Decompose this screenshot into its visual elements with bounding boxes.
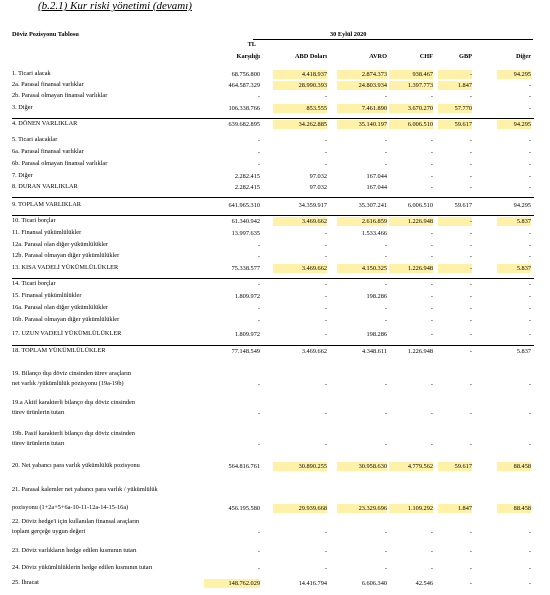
table-row	[0, 147, 550, 157]
value-cell: 5.837	[497, 217, 531, 226]
value-cell: -	[528, 172, 531, 180]
value-cell: -	[324, 380, 327, 388]
table-row	[0, 346, 550, 356]
value-cell: -	[469, 280, 472, 288]
value-cell: -	[324, 160, 327, 168]
value-cell: -	[438, 264, 472, 273]
value-cell: -	[528, 380, 531, 388]
value-cell: -	[430, 252, 433, 260]
column-header-line2: Karşılığı	[236, 53, 260, 60]
value-cell: -	[469, 547, 472, 555]
table-row	[0, 91, 550, 101]
row-label: 2b. Parasal olmayan finansal varlıklar	[12, 92, 108, 99]
value-cell: 7.461.890	[337, 104, 387, 113]
value-cell: 59.617	[438, 462, 472, 471]
value-cell: -	[528, 528, 531, 536]
value-cell: -	[469, 160, 472, 168]
value-cell: 641.965.310	[228, 201, 260, 209]
value-cell: -	[384, 148, 387, 156]
row-label: 16a. Parasal olan diğer yükümlülükler	[12, 304, 109, 311]
value-cell: -	[469, 252, 472, 260]
value-cell: -	[469, 440, 472, 448]
value-cell: 1.397.773	[389, 81, 433, 90]
table-row	[0, 159, 550, 169]
value-cell: -	[469, 136, 472, 144]
value-cell: -	[324, 136, 327, 144]
value-cell: -	[528, 316, 531, 324]
value-cell: 4.418.937	[273, 70, 327, 79]
value-cell: 13.997.635	[231, 229, 260, 237]
value-cell: -	[469, 172, 472, 180]
value-cell: -	[324, 280, 327, 288]
row-label: pozisyonu (1+2a+5+6a-10-11-12a-14-15-16a)	[12, 504, 129, 511]
table-row	[0, 563, 550, 573]
value-cell: -	[469, 528, 472, 536]
table-row	[0, 315, 550, 325]
value-cell: 6.006.510	[389, 120, 433, 129]
value-cell: -	[384, 136, 387, 144]
column-header-line2: GBP	[459, 53, 472, 60]
table-row	[0, 69, 550, 79]
value-cell: 639.682.895	[228, 120, 260, 128]
value-cell: -	[469, 229, 472, 237]
value-cell: 1.809.972	[234, 330, 260, 338]
value-cell: -	[324, 528, 327, 536]
value-cell: -	[430, 241, 433, 249]
value-cell: 1.226.948	[407, 347, 433, 355]
value-cell: 57.770	[438, 104, 472, 113]
value-cell: -	[324, 292, 327, 300]
value-cell: -	[430, 547, 433, 555]
section-heading: (b.2.1) Kur riski yönetimi (devamı)	[38, 0, 192, 12]
value-cell: -	[324, 304, 327, 312]
value-cell: -	[257, 252, 260, 260]
table-row	[0, 303, 550, 313]
value-cell: -	[528, 304, 531, 312]
value-cell: -	[324, 440, 327, 448]
value-cell: -	[384, 304, 387, 312]
value-cell: -	[528, 579, 531, 587]
value-cell: 2.282.415	[234, 183, 260, 191]
value-cell: -	[430, 330, 433, 338]
value-cell: 75.338.577	[231, 264, 260, 272]
value-cell: 1.226.948	[389, 264, 433, 273]
value-cell: 59.617	[438, 120, 472, 129]
value-cell: -	[384, 564, 387, 572]
value-cell: 29.939.668	[273, 504, 327, 513]
table-row	[0, 461, 550, 471]
row-label: net varlık /yükümlülük pozisyonu (19a-19b)	[12, 380, 124, 387]
row-label: 23. Döviz varlıkların hedge edilen kısmının tutarı	[12, 547, 137, 554]
value-cell: 1.226.948	[389, 217, 433, 226]
table-row	[0, 182, 550, 192]
table-row	[0, 527, 550, 537]
table-row	[0, 240, 550, 250]
column-header-line1: TL	[247, 41, 256, 48]
value-cell: -	[469, 380, 472, 388]
row-label: 12b. Parasal olmayan diğer yükümlülükler	[12, 252, 120, 259]
value-cell: -	[469, 347, 472, 355]
row-label: 1. Ticari alacak	[12, 70, 51, 77]
value-cell: 23.329.696	[337, 504, 387, 513]
value-cell: -	[469, 330, 472, 338]
table-row	[0, 439, 550, 449]
value-cell: -	[430, 229, 433, 237]
row-label: 12a. Parasal olan diğer yükümlülükler	[12, 241, 109, 248]
value-cell: 3.469.662	[273, 264, 327, 273]
table-title: Döviz Pozisyonu Tablosu	[12, 31, 79, 38]
value-cell: -	[257, 148, 260, 156]
value-cell: -	[257, 160, 260, 168]
value-cell: -	[469, 148, 472, 156]
table-row	[0, 119, 550, 129]
value-cell: 2.282.415	[234, 172, 260, 180]
value-cell: -	[528, 330, 531, 338]
value-cell: -	[257, 241, 260, 249]
value-cell: 564.816.761	[228, 462, 260, 470]
value-cell: -	[324, 92, 327, 100]
value-cell: -	[528, 292, 531, 300]
value-cell: 88.458	[497, 462, 531, 471]
value-cell: -	[257, 380, 260, 388]
row-label: 7. Diğer	[12, 172, 33, 179]
value-cell: 1.847	[438, 504, 472, 513]
value-cell: 88.458	[497, 504, 531, 513]
row-label: 19.a Aktif karakterli bilanço dışı döviz cinsinden	[12, 399, 135, 406]
table-row	[0, 503, 550, 513]
value-cell: -	[430, 440, 433, 448]
value-cell: 5.837	[497, 264, 531, 273]
value-cell: -	[528, 252, 531, 260]
value-cell: 30.890.255	[273, 462, 327, 471]
value-cell: 1.533.466	[361, 229, 387, 237]
value-cell: -	[430, 380, 433, 388]
value-cell: 6.006.510	[407, 201, 433, 209]
value-cell: 456.195.580	[228, 504, 260, 512]
value-cell: -	[469, 292, 472, 300]
value-cell: -	[528, 81, 531, 89]
table-row	[0, 429, 550, 439]
value-cell: -	[430, 528, 433, 536]
table-row	[0, 200, 550, 210]
column-header	[461, 53, 531, 61]
value-cell: -	[528, 440, 531, 448]
value-cell: 3.469.662	[301, 347, 327, 355]
value-cell: -	[384, 380, 387, 388]
value-cell: 42.546	[415, 579, 433, 587]
row-label: 14. Ticari borçlar	[12, 280, 56, 287]
table-row	[0, 216, 550, 226]
table-row	[0, 398, 550, 408]
value-cell: -	[384, 316, 387, 324]
value-cell: -	[469, 241, 472, 249]
value-cell: -	[257, 280, 260, 288]
date-header-rule	[253, 39, 533, 40]
value-cell: 853.555	[273, 104, 327, 113]
column-header-line2: ABD Doları	[294, 53, 327, 60]
value-cell: 97.032	[309, 172, 327, 180]
value-cell: -	[324, 547, 327, 555]
row-label: 15. Finansal yükümlülükler	[12, 292, 82, 299]
value-cell: 4.348.611	[362, 347, 387, 355]
table-row	[0, 228, 550, 238]
value-cell: -	[324, 330, 327, 338]
column-header-line2: AVRO	[369, 53, 387, 60]
value-cell: 14.416.794	[298, 579, 327, 587]
value-cell: 68.756.800	[231, 70, 260, 78]
table-row	[0, 485, 550, 495]
row-label: 16b. Parasal olmayan diğer yükümlülükler	[12, 316, 120, 323]
value-cell: -	[430, 160, 433, 168]
table-row	[0, 279, 550, 289]
value-cell: -	[430, 409, 433, 417]
value-cell: -	[469, 409, 472, 417]
table-row	[0, 408, 550, 418]
value-cell: -	[257, 547, 260, 555]
row-label: 20. Net yabancı para varlık yükümlülük pozisyonu	[12, 462, 140, 469]
row-label: 10. Ticari borçlar	[12, 217, 56, 224]
value-cell: -	[528, 183, 531, 191]
table-row	[0, 135, 550, 145]
row-label: 6b. Parasal olmayan finansal varlıklar	[12, 160, 108, 167]
value-cell: -	[469, 304, 472, 312]
value-cell: -	[324, 409, 327, 417]
value-cell: 198.286	[366, 330, 387, 338]
value-cell: -	[324, 148, 327, 156]
row-label: 19b. Pasif karakterli bilanço dışı döviz cinsinden	[12, 430, 135, 437]
table-row	[0, 369, 550, 379]
value-cell: -	[430, 148, 433, 156]
table-row	[0, 251, 550, 261]
row-label: 11. Finansal yükümlülükler	[12, 229, 82, 236]
date-header: 30 Eylül 2020	[330, 31, 367, 38]
value-cell: -	[324, 241, 327, 249]
value-cell: -	[430, 304, 433, 312]
column-header-line2: Diğer	[515, 53, 531, 60]
value-cell: -	[384, 440, 387, 448]
value-cell: -	[257, 409, 260, 417]
value-cell: -	[257, 564, 260, 572]
value-cell: -	[257, 316, 260, 324]
value-cell: -	[430, 564, 433, 572]
table-row	[0, 517, 550, 527]
value-cell: -	[430, 172, 433, 180]
value-cell: -	[430, 136, 433, 144]
row-label: 24. Döviz yükümlülüklerin hedge edilen kısmının tutarı	[12, 564, 153, 571]
value-cell: 2.616.859	[337, 217, 387, 226]
value-cell: -	[469, 564, 472, 572]
value-cell: 35.307.241	[358, 201, 387, 209]
value-cell: -	[528, 148, 531, 156]
table-row	[0, 329, 550, 339]
row-label: 21. Parasal kalemler net yabancı para varlık / yükümlülük	[12, 486, 158, 493]
value-cell: -	[257, 528, 260, 536]
value-cell: 35.140.197	[337, 120, 387, 129]
value-cell: 148.762.029	[204, 579, 260, 588]
value-cell: -	[469, 183, 472, 191]
row-label: 25. İhracat	[12, 579, 39, 586]
value-cell: 167.044	[366, 172, 387, 180]
value-cell: 34.359.917	[298, 201, 327, 209]
value-cell: 28.990.393	[273, 81, 327, 90]
row-label: 2a. Parasal finansal varlıklar	[12, 81, 84, 88]
value-cell: 1.109.292	[389, 504, 433, 513]
table-row	[0, 80, 550, 90]
value-cell: -	[528, 564, 531, 572]
table-row	[0, 171, 550, 181]
value-cell: -	[384, 528, 387, 536]
table-row	[0, 546, 550, 556]
value-cell: 59.617	[454, 201, 472, 209]
value-cell: -	[257, 440, 260, 448]
value-cell: 1.847	[438, 81, 472, 90]
column-header-line2: CHF	[419, 53, 433, 60]
row-label: 19. Bilanço dışı döviz cinsinden türev araçların	[12, 370, 132, 377]
value-cell: -	[430, 316, 433, 324]
value-cell: -	[528, 104, 531, 112]
value-cell: 94.295	[497, 120, 531, 129]
row-label: 5. Ticari alacaklar	[12, 136, 58, 143]
value-cell: 106.338.766	[228, 104, 260, 112]
table-row	[0, 578, 550, 588]
table-rule	[12, 197, 534, 198]
value-cell: -	[324, 229, 327, 237]
table-row	[0, 103, 550, 113]
value-cell: -	[528, 409, 531, 417]
row-label: 13. KISA VADELİ YÜKÜMLÜLÜKLER	[12, 264, 119, 271]
value-cell: -	[528, 241, 531, 249]
value-cell: -	[528, 229, 531, 237]
row-label: 8. DURAN VARLIKLAR	[12, 183, 78, 190]
row-label: 3. Diğer	[12, 104, 33, 111]
value-cell: 77.148.549	[231, 347, 260, 355]
value-cell: -	[469, 579, 472, 587]
value-cell: -	[528, 160, 531, 168]
value-cell: 5.837	[516, 347, 531, 355]
value-cell: -	[438, 70, 472, 79]
value-cell: -	[384, 280, 387, 288]
value-cell: -	[384, 547, 387, 555]
row-label: 4. DÖNEN VARLIKLAR	[12, 120, 78, 127]
value-cell: -	[528, 547, 531, 555]
value-cell: 938.467	[389, 70, 433, 79]
table-row	[0, 291, 550, 301]
value-cell: 61.340.942	[231, 217, 260, 225]
value-cell: -	[257, 304, 260, 312]
value-cell: 3.670.270	[389, 104, 433, 113]
row-label: 18. TOPLAM YÜKÜMLÜLÜKLER	[12, 347, 106, 354]
row-label: toplam gerçeğe uygun değeri	[12, 528, 86, 535]
row-label: 6a. Parasal finansal varlıklar	[12, 148, 84, 155]
table-row	[0, 379, 550, 389]
value-cell: -	[469, 316, 472, 324]
value-cell: -	[384, 160, 387, 168]
value-cell: 34.262.885	[273, 120, 327, 129]
value-cell: 167.044	[366, 183, 387, 191]
value-cell: -	[430, 280, 433, 288]
value-cell: 24.803.934	[337, 81, 387, 90]
table-row	[0, 263, 550, 273]
value-cell: -	[257, 136, 260, 144]
value-cell: -	[430, 183, 433, 191]
row-label: 22. Döviz hedge'i için kullanılan finansal araçların	[12, 518, 140, 525]
value-cell: -	[324, 564, 327, 572]
value-cell: -	[324, 252, 327, 260]
value-cell: 198.286	[366, 292, 387, 300]
value-cell: 4.779.562	[389, 462, 433, 471]
value-cell: 30.958.630	[337, 462, 387, 471]
value-cell: 2.874.373	[337, 70, 387, 79]
value-cell: -	[430, 292, 433, 300]
value-cell: 4.150.325	[337, 264, 387, 273]
value-cell: -	[438, 217, 472, 226]
value-cell: -	[528, 136, 531, 144]
value-cell: 3.469.662	[273, 217, 327, 226]
row-label: 9. TOPLAM VARLIKLAR	[12, 201, 81, 208]
row-label: 17. UZUN VADELİ YÜKÜMLÜLÜKLER	[12, 330, 122, 337]
value-cell: 464.587.329	[228, 81, 260, 89]
value-cell: -	[528, 92, 531, 100]
value-cell: -	[384, 92, 387, 100]
value-cell: 1.809.972	[234, 292, 260, 300]
value-cell: -	[384, 252, 387, 260]
row-label: türev ürünlerin tutarı	[12, 409, 65, 416]
value-cell: -	[384, 409, 387, 417]
value-cell: 6.606.340	[361, 579, 387, 587]
value-cell: -	[469, 92, 472, 100]
column-header	[190, 41, 260, 61]
value-cell: -	[384, 241, 387, 249]
value-cell: -	[324, 316, 327, 324]
value-cell: 97.032	[309, 183, 327, 191]
value-cell: -	[528, 280, 531, 288]
value-cell: -	[430, 92, 433, 100]
row-label: türev ürünlerin tutarı	[12, 440, 65, 447]
value-cell: -	[257, 92, 260, 100]
value-cell: 94.295	[497, 70, 531, 79]
value-cell: 94.295	[513, 201, 531, 209]
